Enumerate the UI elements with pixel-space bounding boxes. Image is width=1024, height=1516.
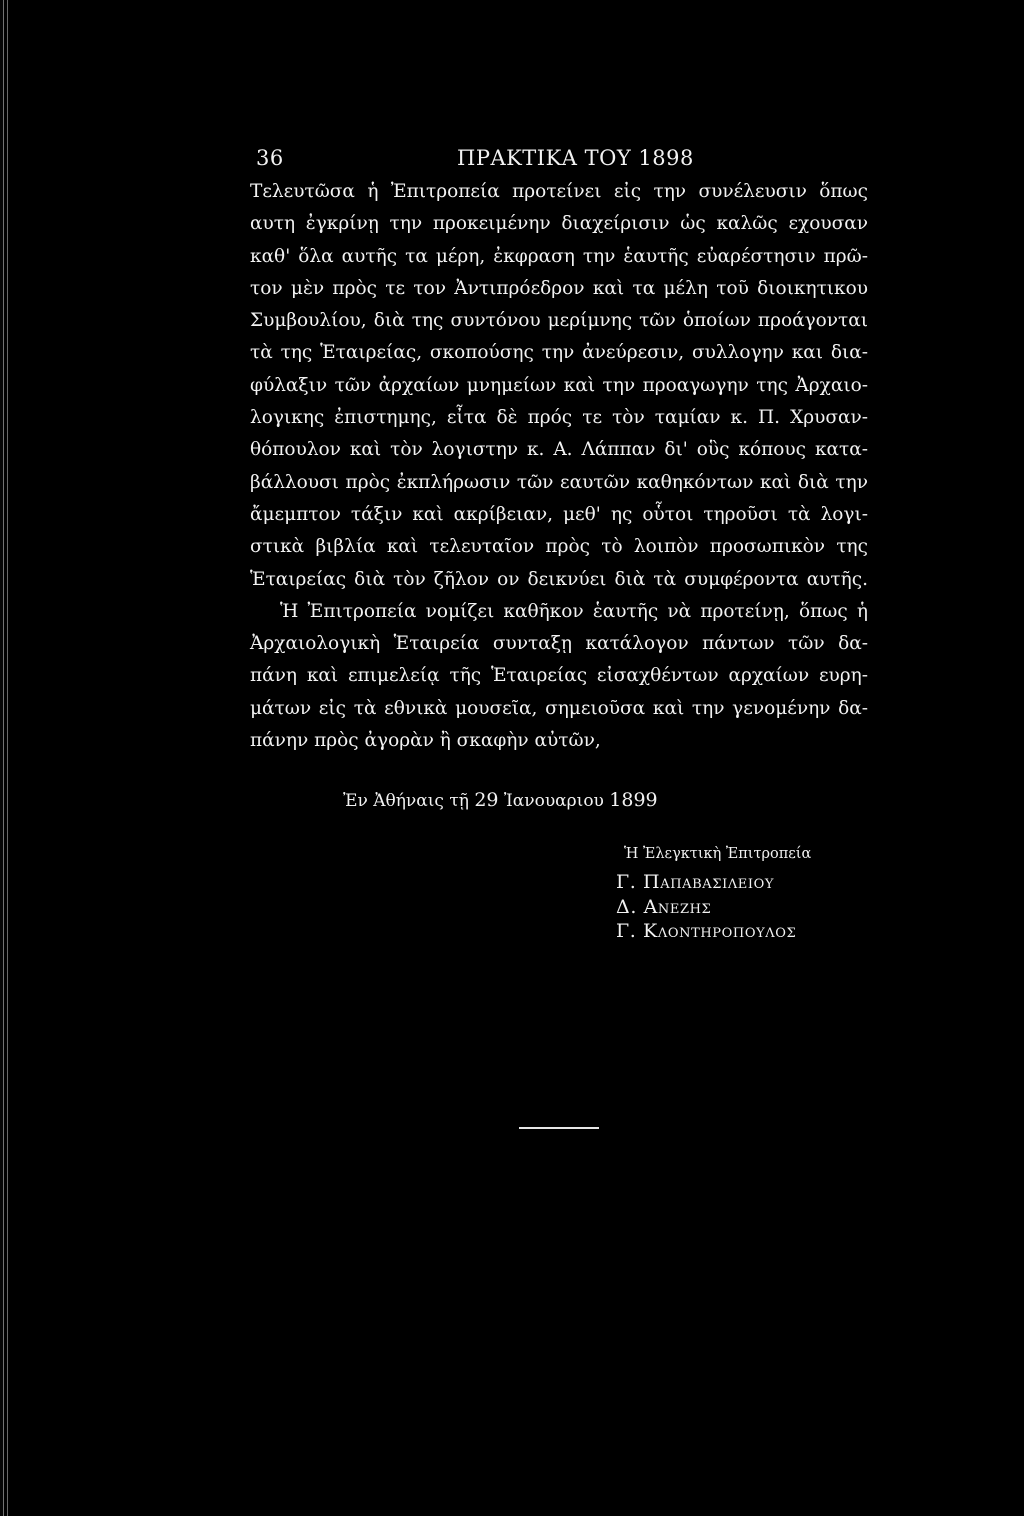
committee-heading: Ἡ Ἐλεγκτικὴ Ἐπιτροπεία	[624, 846, 812, 862]
end-rule-divider	[519, 1127, 599, 1129]
body-line: πάνην πρὸς ἀγορὰν ἢ σκαφὴν αὐτῶν,	[250, 730, 601, 752]
body-line: ἄμεμπτον τάξιν καὶ ακρίβειαν, μεθ' ης οὗτοι τηροῦσι τὰ λογι-	[250, 503, 868, 525]
dateline-prefix: Ἐν Ἀθήναις τῇ	[343, 791, 475, 811]
signatory-name: Γ. Κλοντηροπουλοσ	[616, 920, 797, 942]
body-line: Ἀρχαιολογικὴ Ἑταιρεία συνταξῃ κατάλογον πάντων τῶν δα-	[250, 633, 868, 655]
body-line: πάνη καὶ επιμελείᾳ τῆς Ἑταιρείας εἰσαχθέντων αρχαίων ευρη-	[250, 665, 868, 687]
body-line: φύλαξιν τῶν ἀρχαίων μνημείων καὶ την προαγωγην της Ἀρχαιο-	[250, 374, 868, 396]
body-line: Τελευτῶσα ἡ Ἐπιτροπεία προτείνει εἰς την συνέλευσιν ὅπως	[250, 181, 868, 202]
running-title: ΠΡΑΚΤΙΚΑ ΤΟΥ 1898	[457, 146, 694, 170]
body-line: αυτη ἐγκρίνῃ την προκειμένην διαχείρισιν ὡς καλῶς εχουσαν	[250, 213, 868, 235]
body-text	[250, 176, 868, 757]
body-line: τον μὲν πρὸς τε τον Ἀντιπρόεδρον καὶ τα μέλη τοῦ διοικητικου	[250, 277, 868, 299]
body-line: Ἡ Ἐπιτροπεία νομίζει καθῆκον ἑαυτῆς νὰ προτείνῃ, ὅπως ἡ	[280, 600, 868, 622]
body-line: στικὰ βιβλία καὶ τελευταῖον πρὸς τὸ λοιπὸν προσωπικὸν της	[250, 536, 868, 558]
body-line: μάτων εἰς τὰ εθνικὰ μουσεῖα, σημειοῦσα καὶ την γενομένην δα-	[250, 697, 868, 719]
body-line: βάλλουσι πρὸς ἐκπλήρωσιν τῶν εαυτῶν καθηκόντων καὶ διὰ την	[250, 471, 868, 493]
signatory-name: Δ. Ανεζησ	[616, 895, 712, 918]
scan-edge-artifact	[0, 0, 14, 1516]
page-number: 36	[256, 146, 284, 170]
body-line: θόπουλον καὶ τὸν λογιστην κ. Α. Λάππαν δι' οὓς κόπους κατα-	[250, 439, 868, 461]
signature-block	[616, 842, 811, 944]
body-line: Συμβουλίου, διὰ της συντόνου μερίμνης τῶν ὁποίων προάγονται	[250, 310, 868, 332]
body-line: καθ' ὅλα αυτῆς τα μέρη, ἐκφραση την ἑαυτῆς εὐαρέστησιν πρῶ-	[250, 245, 868, 267]
page-header	[256, 146, 874, 172]
dateline-day: 29	[474, 789, 499, 811]
signatory-name: Γ. Παπαβασιλειου	[616, 871, 775, 893]
body-line: τὰ της Ἑταιρείας, σκοπούσης την ἀνεύρεσιν, συλλογην και δια-	[250, 342, 868, 364]
dateline	[343, 789, 658, 811]
dateline-month: Ἰανουαριου	[498, 791, 610, 811]
body-line: Ἑταιρείας διὰ τὸν ζῆλον ον δεικνύει διὰ τὰ συμφέροντα αυτῆς.	[250, 568, 868, 590]
dateline-year: 1899	[609, 789, 658, 811]
body-line: λογικης ἐπιστημης, εἶτα δὲ πρός τε τὸν ταμίαν κ. Π. Χρυσαν-	[250, 407, 868, 429]
